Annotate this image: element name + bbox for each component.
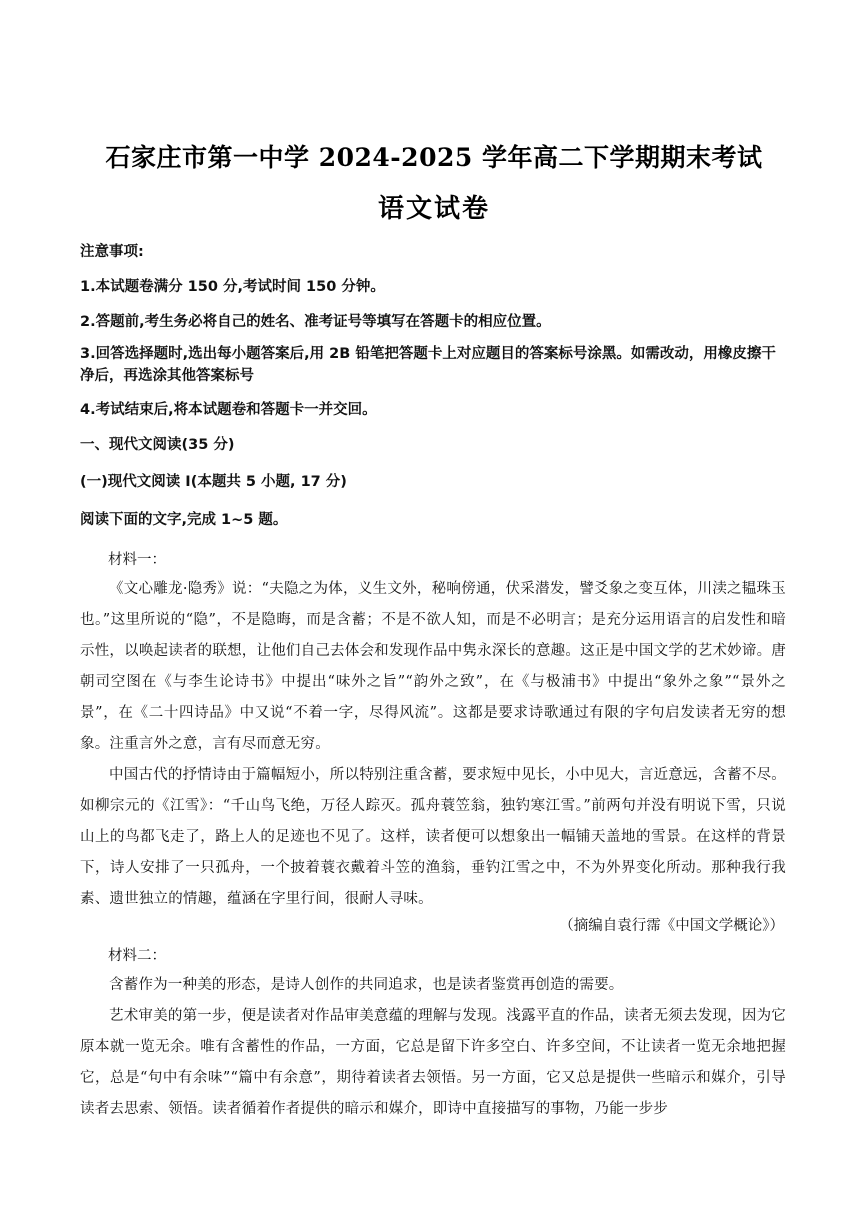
material-1-source: （摘编自袁行霈《中国文学概论》）	[559, 918, 784, 934]
material-2-paragraph-1: 含蓄作为一种美的形态，是诗人创作的共同追求，也是读者鉴赏再创造的需要。	[109, 977, 624, 993]
section-title: 一、现代文阅读(35 分)	[80, 437, 235, 453]
notice-heading: 注意事项:	[80, 244, 144, 260]
material-2-label: 材料二：	[108, 948, 166, 964]
notice-item-4: 4.考试结束后,将本试题卷和答题卡一并交回。	[80, 402, 377, 418]
notice-item-3: 3.回答选择题时,选出每小题答案后,用 2B 铅笔把答题卡上对应题目的答案标号涂黑。如需改动，用橡皮擦干净后，再选涂其他答案标号	[80, 346, 776, 384]
material-2-paragraph-2: 艺术审美的第一步，便是读者对作品审美意蕴的理解与发现。浅露平直的作品，读者无须去发现，因为它原本就一览无余。唯有含蓄性的作品，一方面，它总是留下许多空白、许多空间，不让读者一览无余地把握它，总是“句中有余味”“篇中有余意”，期待着读者去领悟。另一方面，它又总是提供一些暗示和媒介，引导读者去思索、领悟。读者循着作者提供的暗示和媒介，即诗中直接描写的事物，乃能一步步	[80, 1008, 786, 1117]
material-1-paragraph-2: 中国古代的抒情诗由于篇幅短小，所以特别注重含蓄，要求短中见长，小中见大，言近意远，含蓄不尽。如柳宗元的《江雪》：“千山鸟飞绝，万径人踪灭。孤舟蓑笠翁，独钓寒江雪。”前两句并没有明说下雪，只说山上的鸟都飞走了，路上人的足迹也不见了。这样，读者便可以想象出一幅铺天盖地的雪景。在这样的背景下，诗人安排了一只孤舟，一个披着蓑衣戴着斗笠的渔翁，垂钓江雪之中，不为外界变化所动。那种我行我素、遗世独立的情趣，蕴涵在字里行间，很耐人寻味。	[80, 767, 786, 907]
section-instruction: 阅读下面的文字,完成 1~5 题。	[80, 512, 288, 528]
material-1-label: 材料一：	[108, 552, 166, 568]
notice-item-1: 1.本试题卷满分 150 分,考试时间 150 分钟。	[80, 279, 385, 295]
notice-item-2: 2.答题前,考生务必将自己的姓名、准考证号等填写在答题卡的相应位置。	[80, 314, 551, 330]
exam-title: 石家庄市第一中学 2024-2025 学年高二下学期期末考试	[105, 143, 763, 172]
section-subtitle: (一)现代文阅读 I(本题共 5 小题, 17 分)	[80, 474, 347, 490]
exam-subject-title: 语文试卷	[377, 194, 490, 224]
material-1-paragraph-1: 《文心雕龙·隐秀》说：“夫隐之为体，义生文外，秘响傍通，伏采潜发，譬爻象之变互体，川渎之韫珠玉也。”这里所说的“隐”，不是隐晦，而是含蓄；不是不欲人知，而是不必明言；是充分运用语言的启发性和暗示性，以唤起读者的联想，让他们自己去体会和发现作品中隽永深长的意趣。这正是中国文学的艺术妙谛。唐朝司空图在《与李生论诗书》中提出“味外之旨”“韵外之致”，在《与极浦书》中提出“象外之象”“景外之景”，在《二十四诗品》中又说“不着一字，尽得风流”。这都是要求诗歌通过有限的字句启发读者无穷的想象。注重言外之意，言有尽而意无穷。	[80, 581, 786, 752]
